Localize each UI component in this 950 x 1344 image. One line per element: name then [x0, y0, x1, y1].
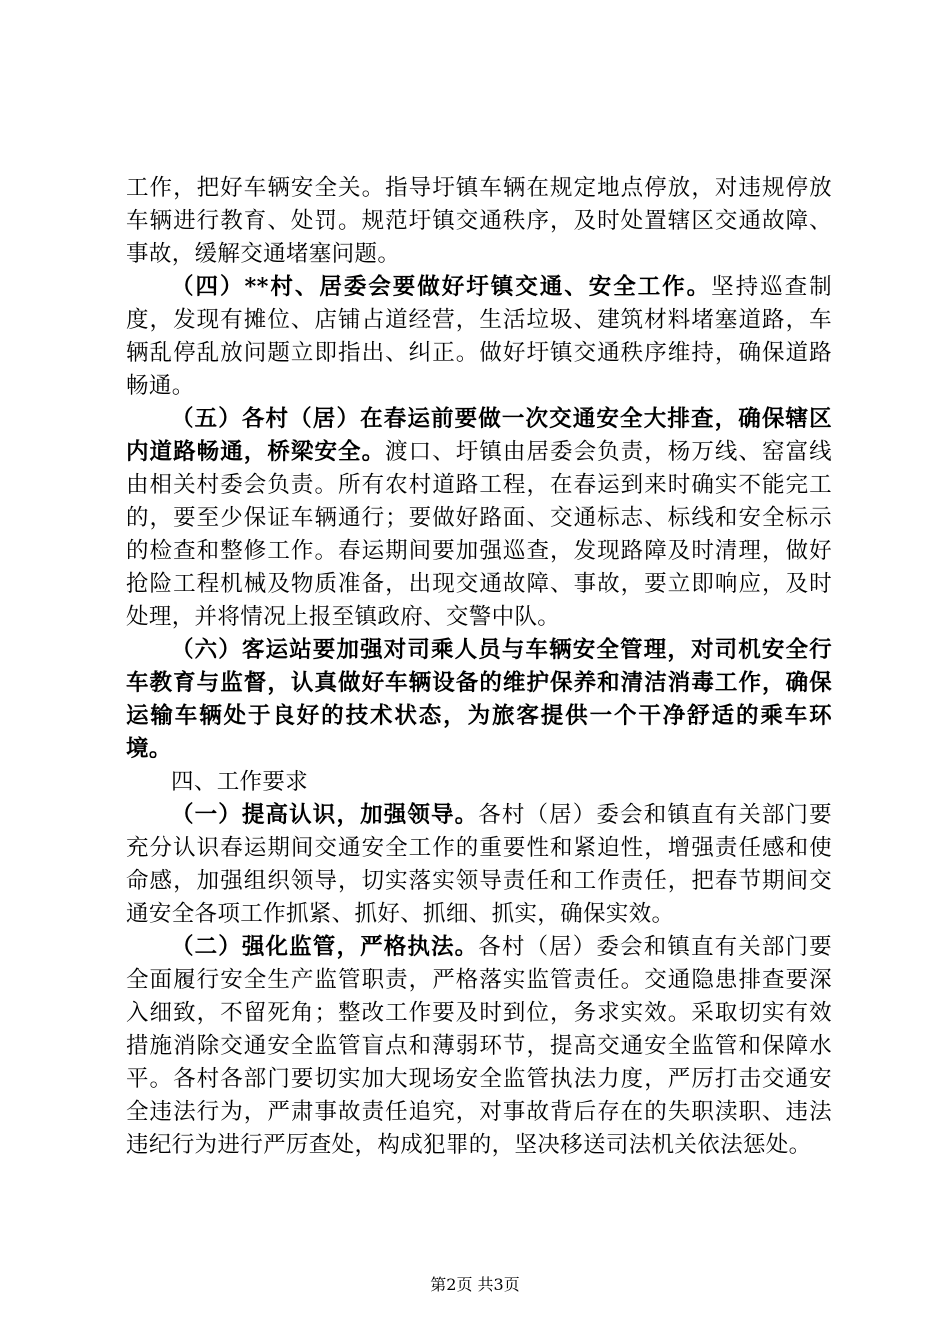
- paragraph-heading: （二）强化监管，严格执法。: [171, 934, 479, 960]
- paragraph-requirement-1: [126, 799, 832, 931]
- paragraph-heading: （一）提高认识，加强领导。: [171, 802, 479, 828]
- paragraph-text: 工作，把好车辆安全关。指导圩镇车辆在规定地点停放，对违规停放车辆进行教育、处罚。规范圩镇交通秩序，及时处置辖区交通故障、事故，缓解交通堵塞问题。: [126, 175, 832, 267]
- paragraph-continuation: [126, 172, 832, 271]
- paragraph-section-4: [126, 271, 832, 403]
- document-body: [126, 172, 832, 1162]
- section-heading-text: 四、工作要求: [171, 769, 309, 795]
- section-heading-work-requirements: [126, 766, 832, 799]
- paragraph-heading: （六）客运站要加强对司乘人员与车辆安全管理，对司机安全行车教育与监督，认真做好车辆设备的维护保养和清洁消毒工作，确保运输车辆处于良好的技术状态，为旅客提供一个干净舒适的乘车环境。: [126, 637, 832, 762]
- page-footer: [0, 1275, 950, 1295]
- paragraph-text: 渡口、圩镇由居委会负责，杨万线、窑富线由相关村委会负责。所有农村道路工程，在春运到来时确实不能完工的，要至少保证车辆通行；要做好路面、交通标志、标线和安全标示的检查和整修工作。春运期间要加强巡查，发现路障及时清理，做好抢险工程机械及物质准备，出现交通故障、事故，要立即响应，及时处理，并将情况上报至镇政府、交警中队。: [126, 439, 832, 630]
- page-number-label: 第2页 共3页: [430, 1275, 520, 1294]
- paragraph-text: 各村（居）委会和镇直有关部门要全面履行安全生产监管职责，严格落实监管责任。交通隐患排查要深入细致，不留死角；整改工作要及时到位，务求实效。采取切实有效措施消除交通安全监管盲点和薄弱环节，提高交通安全监管和保障水平。各村各部门要切实加大现场安全监管执法力度，严厉打击交通安全违法行为，严肃事故责任追究，对事故背后存在的失职渎职、违法违纪行为进行严厉查处，构成犯罪的，坚决移送司法机关依法惩处。: [126, 934, 832, 1158]
- paragraph-text: 坚持巡查制度，发现有摊位、店铺占道经营，生活垃圾、建筑材料堵塞道路，车辆乱停乱放问题立即指出、纠正。做好圩镇交通秩序维持，确保道路畅通。: [126, 274, 832, 399]
- paragraph-heading: （五）各村（居）在春运前要做一次交通安全大排查，确保辖区内道路畅通，桥梁安全。: [126, 406, 832, 465]
- paragraph-section-6: [126, 634, 832, 766]
- paragraph-requirement-2: [126, 931, 832, 1162]
- paragraph-section-5: [126, 403, 832, 634]
- paragraph-text: 各村（居）委会和镇直有关部门要充分认识春运期间交通安全工作的重要性和紧迫性，增强责任感和使命感，加强组织领导，切实落实领导责任和工作责任，把春节期间交通安全各项工作抓紧、抓好、抓细、抓实，确保实效。: [126, 802, 832, 927]
- paragraph-heading: （四）**村、居委会要做好圩镇交通、安全工作。: [171, 274, 712, 300]
